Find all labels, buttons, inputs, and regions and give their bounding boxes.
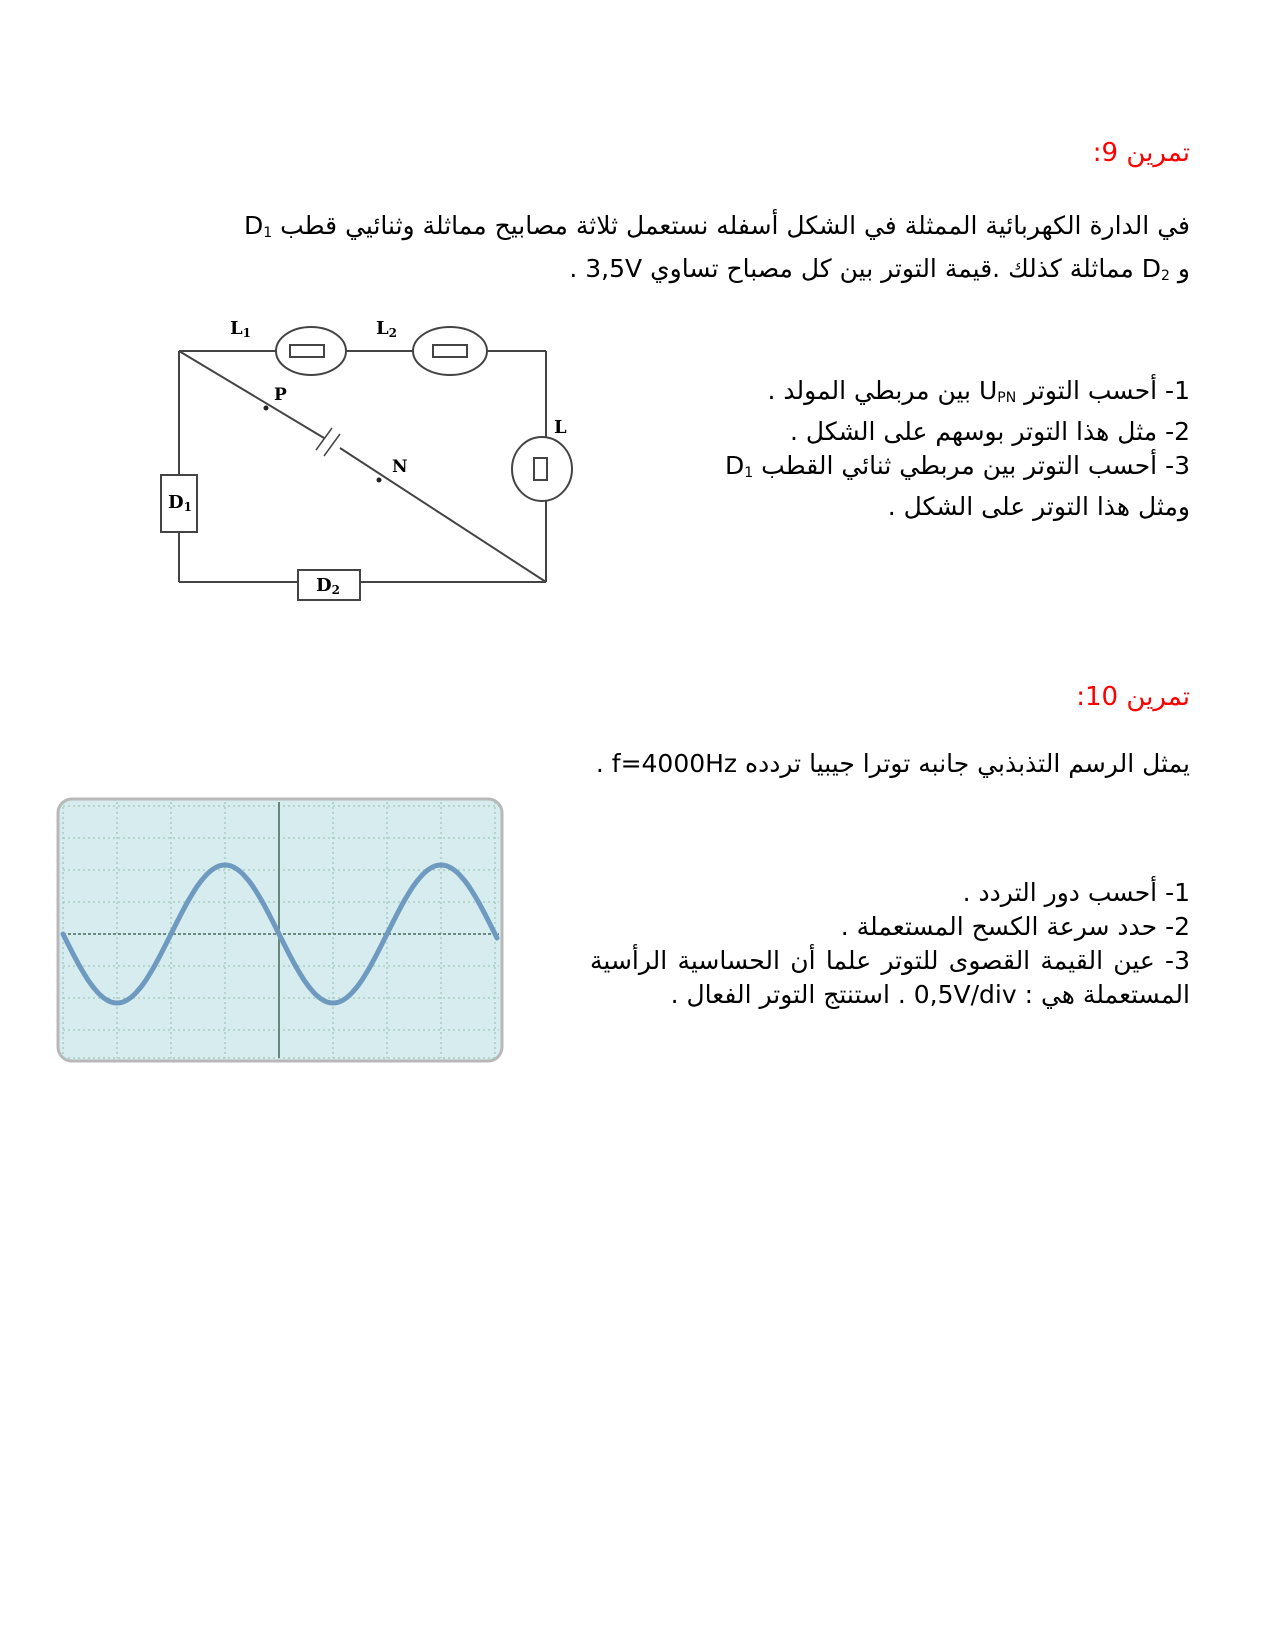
question-9-1: 1- أحسب التوتر $U_{PN}$ بين مربطي المولد . [767,376,1190,406]
exercise-10-intro: يمثل الرسم التذبذبي جانبه توترا جيبيا تردده f=4000Hz . [595,749,1190,778]
question-10-1: 1- أحسب دور التردد . [962,878,1190,907]
svg-text:D2: D2 [316,575,340,597]
exercise-10-questions [590,876,1190,1012]
point-n-dot [377,478,382,483]
d2-symbol: $D_2$ [1141,254,1170,284]
question-9-3: 3- أحسب التوتر بين مربطي ثنائي القطب $D_1$ [725,451,1190,481]
exercise-9-title: تمرين 9: [1092,138,1190,168]
svg-text:D1: D1 [168,492,192,514]
label-n: N [392,457,408,477]
question-9-3-cont: ومثل هذا التوتر على الشكل . [887,492,1190,521]
sensitivity-value: 0,5V/div [913,980,1017,1009]
d1-question-symbol: $D_1$ [725,451,754,481]
question-10-3: 3- عين القيمة القصوى للتوتر علما أن الحساسية الرأسية المستعملة هي : 0,5V/div . استنتج التوتر الفعال . [590,946,1190,1009]
label-p: P [274,385,287,405]
d1-symbol: $D_1$ [243,211,273,241]
generator-symbol [316,428,340,456]
exercise-9-questions [630,374,1190,524]
dipole-d1 [161,475,197,532]
oscilloscope-screen [55,796,505,1066]
lamp-l2 [413,327,487,375]
intro-line-1: في الدارة الكهربائية الممثلة في الشكل أسفله نستعمل ثلاثة مصابيح مماثلة وثنائيي قطب [280,211,1190,240]
lamp-voltage-value: 3,5V [585,254,643,283]
label-l1: L1 [230,318,252,340]
label-l2: L2 [376,318,398,340]
circuit-diagram [150,308,600,618]
point-p-dot [264,406,269,411]
exercise-9-intro: في الدارة الكهربائية الممثلة في الشكل أسفله نستعمل ثلاثة مصابيح مماثلة وثنائيي قطب $D_1$ و $D_2$ مماثلة كذلك .قيمة التوتر بين كل مصباح تساوي 3,5V . [243,211,1190,284]
exercise-10-title: تمرين 10: [1076,682,1190,712]
intro-line-2: مماثلة كذلك .قيمة التوتر بين كل مصباح تساوي [650,254,1134,283]
lamp-l1 [276,327,346,375]
intro-and: و [1177,254,1190,283]
lamp-l3 [512,437,572,501]
label-l3: L [554,417,567,438]
upn-symbol: $U_{PN}$ [978,376,1017,406]
dipole-d2 [298,570,360,600]
question-9-2: 2- مثل هذا التوتر بوسهم على الشكل . [789,417,1190,446]
frequency-value: f=4000Hz [611,749,738,778]
question-10-2: 2- حدد سرعة الكسح المستعملة . [840,912,1190,941]
